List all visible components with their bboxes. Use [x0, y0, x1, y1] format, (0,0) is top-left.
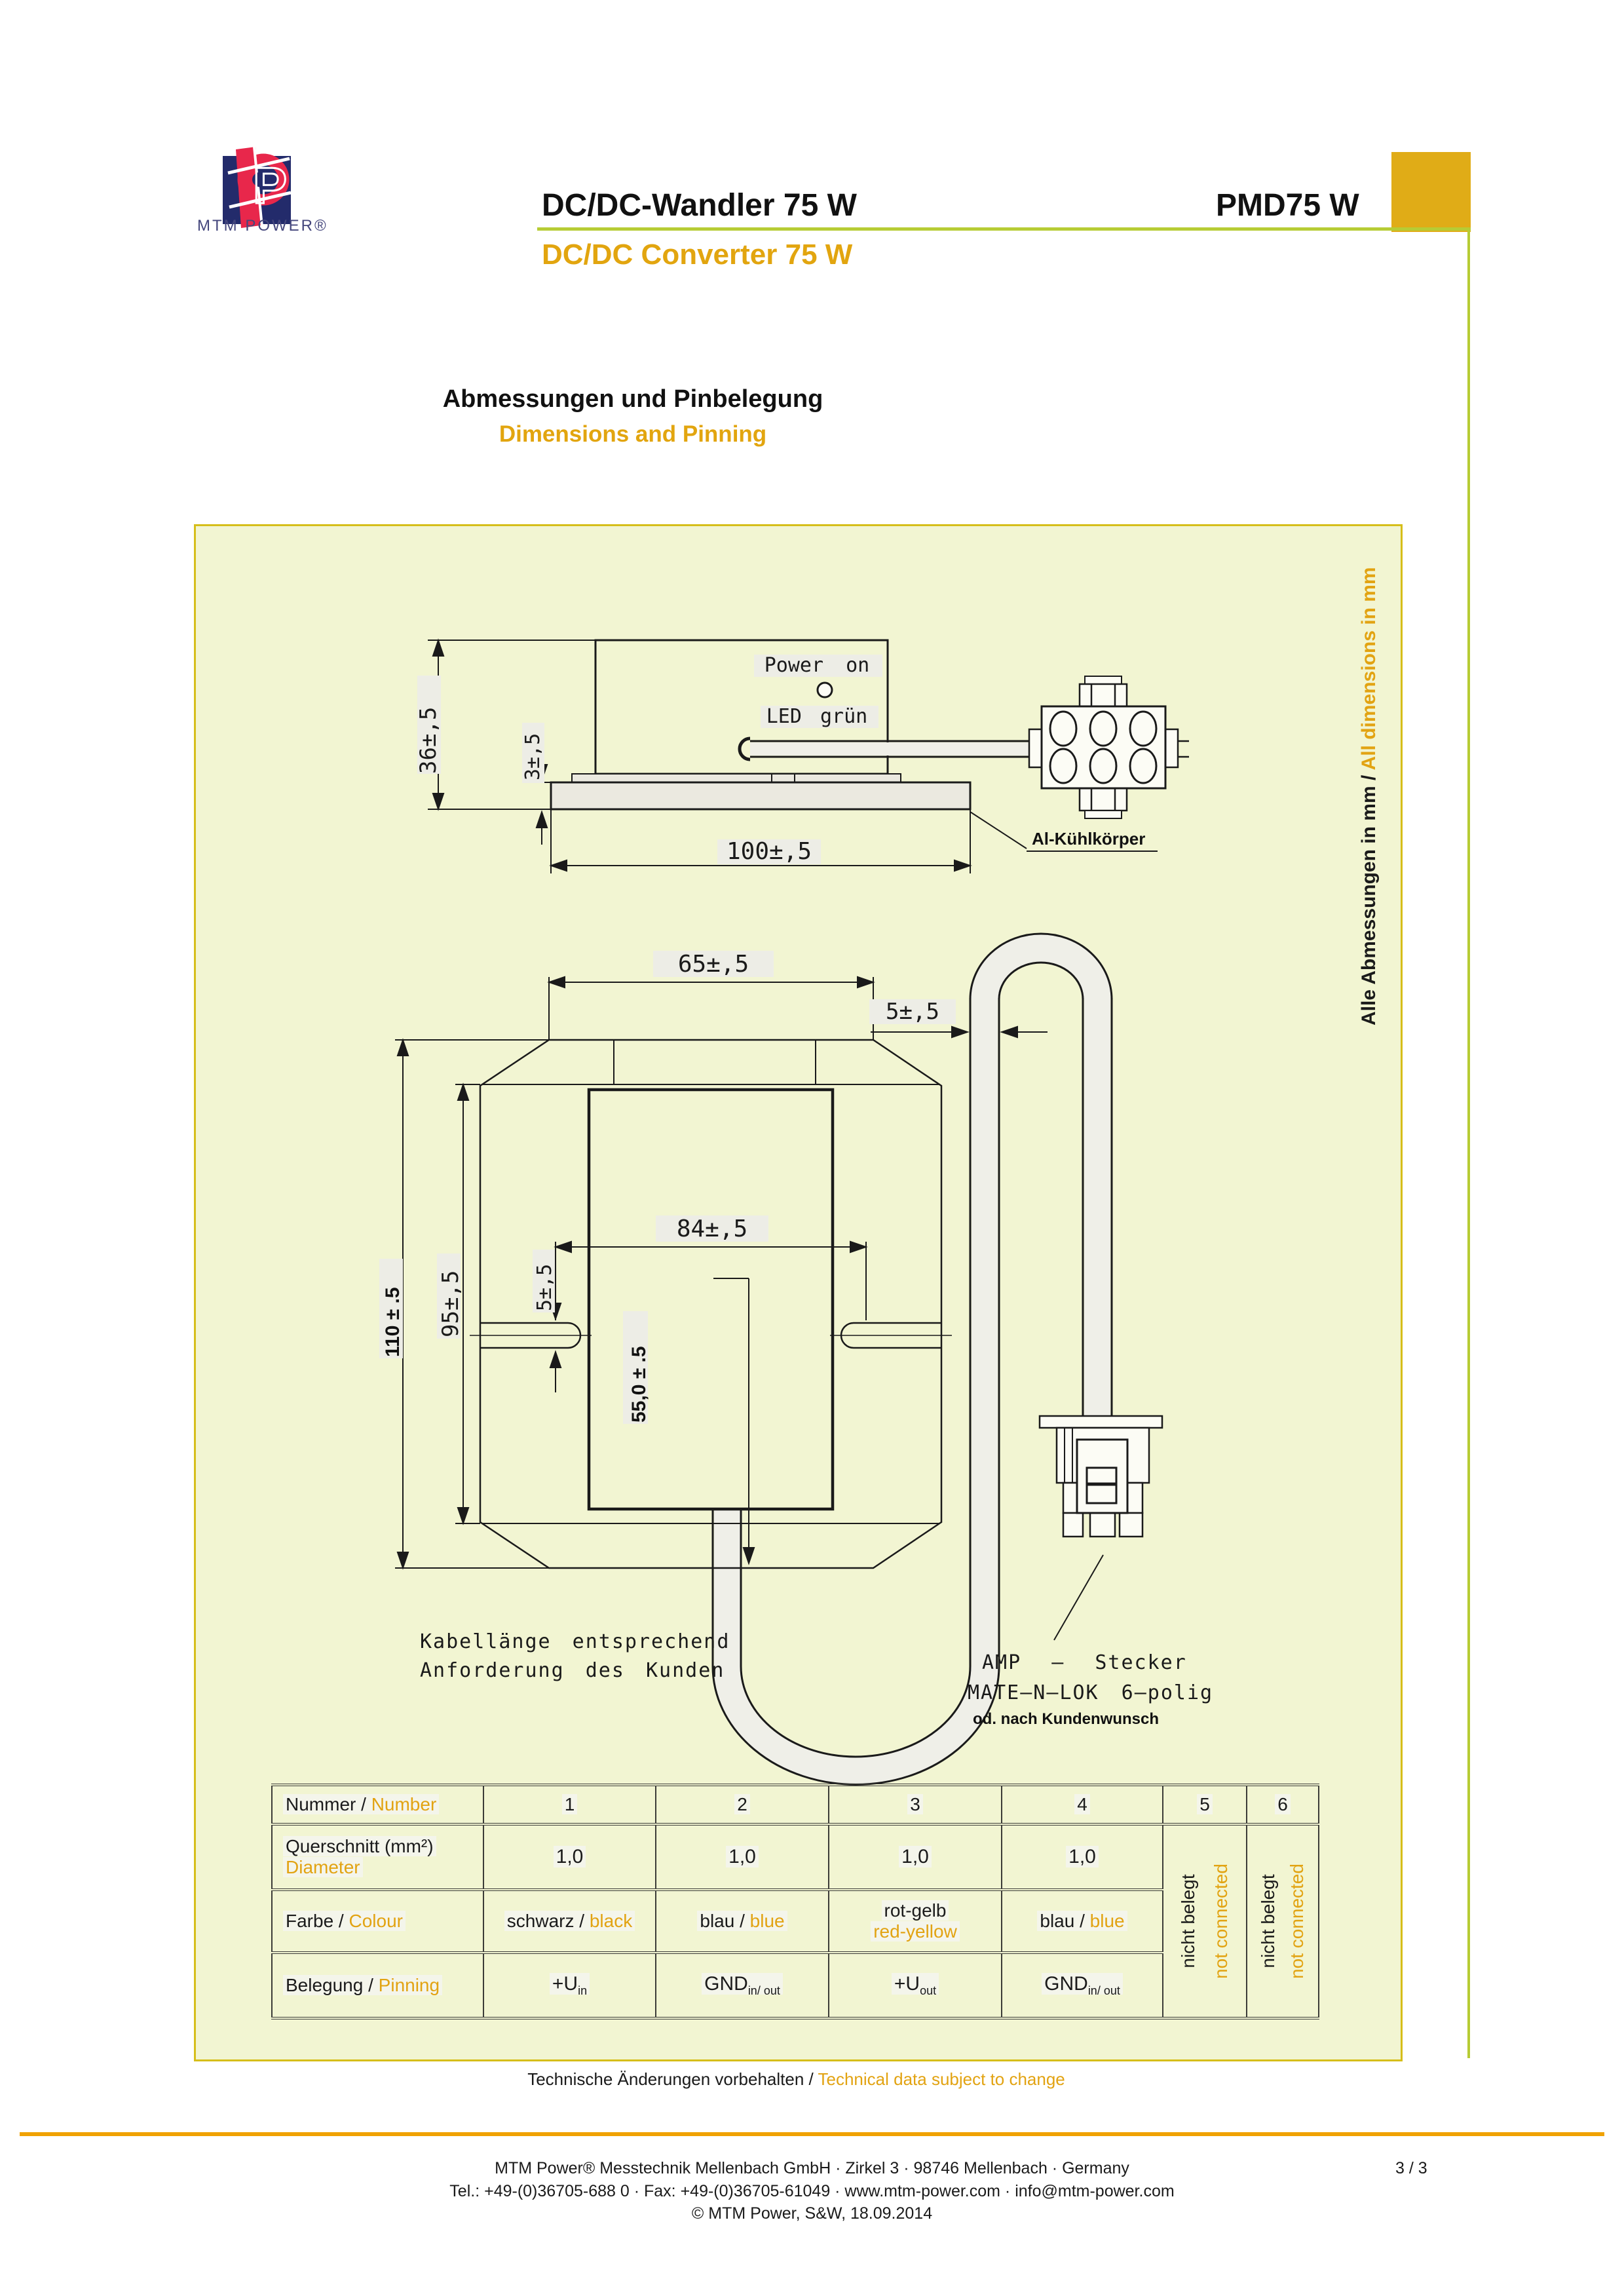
dim-36-label: 36±,5: [415, 706, 442, 774]
table-row-number: [272, 1785, 1319, 1824]
connector-label-line1: AMP – Stecker: [982, 1651, 1187, 1674]
not-connected-en: not connected: [1286, 1864, 1307, 1979]
svg-text:P: P: [253, 157, 288, 214]
connector-label-line3: od. nach Kundenwunsch: [973, 1710, 1160, 1728]
pinning-pin4-sub: in/ out: [1087, 1984, 1120, 1997]
diameter-pin2: 1,0: [726, 1846, 759, 1867]
row-label-diameter-en: Diameter: [283, 1857, 363, 1877]
pin-2-header: 2: [734, 1794, 750, 1814]
cable-note-line2: Anforderung des Kunden: [420, 1659, 725, 1682]
dim-5-slot-label: 5±,5: [533, 1263, 556, 1311]
colour-pin1-en: black: [589, 1911, 633, 1931]
header-rule: [537, 227, 1471, 231]
row-label-number-en: Number: [371, 1794, 437, 1814]
connector-side: [1040, 1416, 1162, 1640]
led-indicator-icon: [818, 683, 832, 697]
product-code: PMD75 W: [1216, 188, 1359, 223]
pinning-pin1: +U: [552, 1973, 578, 1995]
power-on-label: Power on: [764, 654, 870, 677]
row-label-diameter-de: Querschnitt (mm²): [283, 1836, 436, 1856]
pin-5-header: 5: [1197, 1794, 1213, 1814]
pin-4-header: 4: [1074, 1794, 1090, 1814]
footer-contact-line: Tel.: +49-(0)36705-688 0 · Fax: +49-(0)36705-61049 · www.mtm-power.com · info@mtm-power.com: [449, 2182, 1175, 2200]
pin6-not-connected: [1247, 1824, 1319, 2018]
dim-84-label: 84±,5: [676, 1215, 748, 1242]
accent-block: [1391, 152, 1471, 232]
colour-pin2-de: blau /: [700, 1911, 750, 1931]
page-title-german: DC/DC-Wandler 75 W: [542, 188, 857, 223]
connector-label-line2: MATE–N–LOK 6–polig: [968, 1681, 1214, 1704]
dim-110-label: 110 ± .5: [382, 1287, 404, 1357]
not-connected-en: not connected: [1211, 1864, 1232, 1979]
led-green-label: LED grün: [766, 705, 868, 728]
not-connected-de: nicht belegt: [1258, 1874, 1279, 1968]
page-number: 3 / 3: [1395, 2159, 1427, 2177]
dim-100-label: 100±,5: [726, 838, 812, 865]
connector-front: [1029, 676, 1189, 818]
pinning-pin1-sub: in: [578, 1984, 588, 1997]
units-note: [1358, 567, 1380, 1025]
dim-5-cable-label: 5±,5: [886, 999, 939, 1025]
change-note-german: Technische Änderungen vorbehalten /: [527, 2069, 818, 2089]
pin-3-header: 3: [907, 1794, 923, 1814]
section-heading-german: Abmessungen und Pinbelegung: [442, 385, 823, 413]
colour-pin4-de: blau /: [1040, 1911, 1090, 1931]
colour-pin2-en: blue: [749, 1911, 785, 1931]
units-note-german: Alle Abmessungen in mm /: [1358, 770, 1380, 1025]
footer-company-line: MTM Power® Messtechnik Mellenbach GmbH · Zirkel 3 · 98746 Mellenbach · Germany: [495, 2159, 1129, 2177]
pinning-pin2: GND: [704, 1973, 748, 1995]
pinning-pin2-sub: in/ out: [747, 1984, 780, 1997]
pinning-pin3: +U: [894, 1973, 920, 1995]
row-label-number-de: Nummer /: [286, 1794, 371, 1814]
table-row-colour: [272, 1890, 1319, 1953]
logo-wordmark: MTM POWER®: [197, 217, 328, 235]
cable-note-line1: Kabellänge entsprechend: [420, 1630, 730, 1653]
page-right-rule: [1467, 231, 1470, 2058]
row-label-colour-de: Farbe /: [286, 1911, 349, 1931]
section-heading-english: Dimensions and Pinning: [499, 421, 767, 447]
heatsink-label: Al-Kühlkörper: [1032, 829, 1146, 849]
diameter-pin3: 1,0: [899, 1846, 932, 1867]
dim-55-label: 55,0 ± .5: [628, 1346, 650, 1423]
pinning-pin4: GND: [1044, 1973, 1088, 1995]
row-label-pinning-de: Belegung /: [286, 1975, 379, 1995]
table-row-pinning: [272, 1953, 1319, 2018]
colour-pin3-de: rot-gelb: [882, 1900, 949, 1921]
dim-3-label: 3±,5: [521, 733, 544, 780]
section-heading: [194, 385, 1072, 448]
pin5-not-connected: [1163, 1824, 1247, 2018]
not-connected-de: nicht belegt: [1177, 1874, 1198, 1968]
units-note-english: All dimensions in mm: [1358, 567, 1380, 771]
diameter-pin4: 1,0: [1066, 1846, 1099, 1867]
change-note-english: Technical data subject to change: [818, 2069, 1065, 2089]
dim-95-label: 95±,5: [438, 1270, 464, 1337]
pin-6-header: 6: [1275, 1794, 1291, 1814]
colour-pin1-de: schwarz /: [506, 1911, 590, 1931]
pin-table: [271, 1784, 1319, 2019]
footer-copyright-line: © MTM Power, S&W, 18.09.2014: [691, 2204, 933, 2223]
row-label-colour-en: Colour: [349, 1911, 403, 1931]
pinning-pin3-sub: out: [920, 1984, 937, 1997]
table-row-diameter: [272, 1824, 1319, 1890]
dim-65-label: 65±,5: [677, 951, 749, 978]
colour-pin3-en: red-yellow: [871, 1921, 960, 1942]
pin-1-header: 1: [562, 1794, 578, 1814]
footer-rule: [20, 2132, 1604, 2136]
change-note: [194, 2069, 1399, 2090]
page-title-english: DC/DC Converter 75 W: [542, 239, 853, 271]
colour-pin4-en: blue: [1089, 1911, 1125, 1931]
row-label-pinning-en: Pinning: [378, 1975, 440, 1995]
diameter-pin1: 1,0: [554, 1846, 586, 1867]
